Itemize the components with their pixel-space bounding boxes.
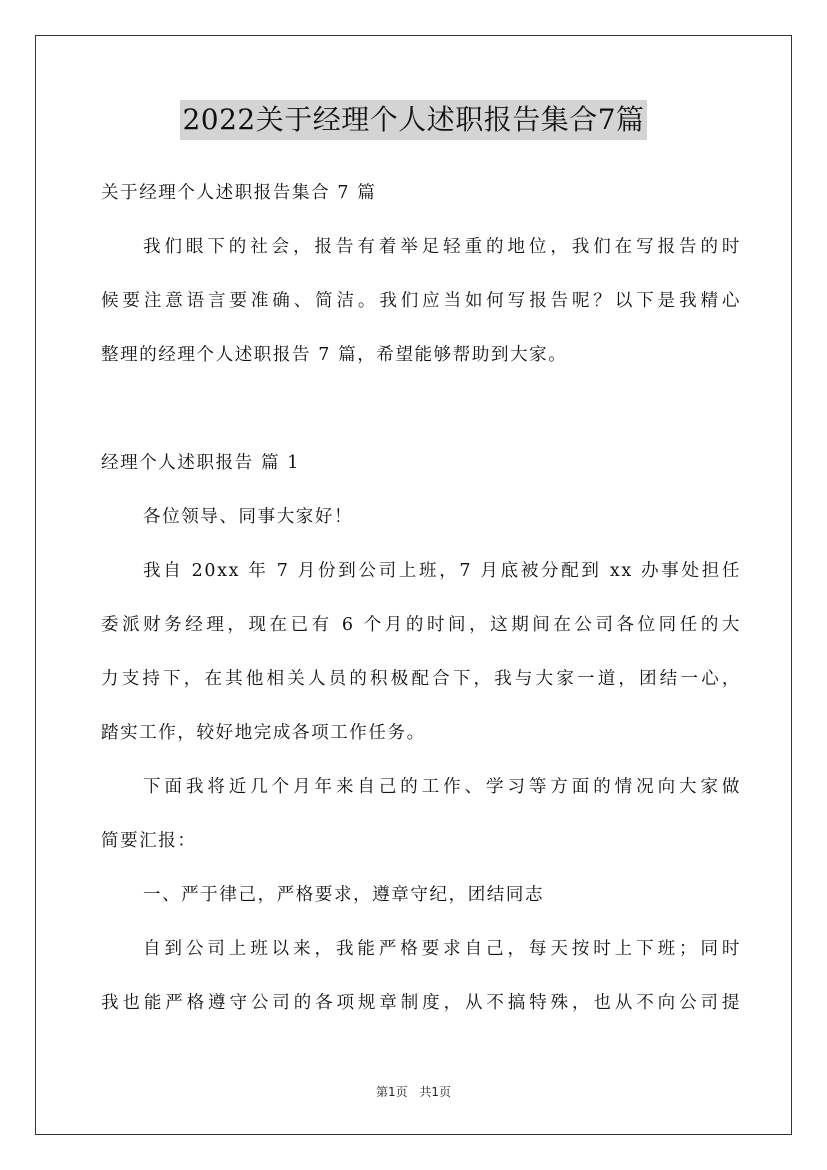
paragraph-line: 我自 20xx 年 7 月份到公司上班，7 月底被分配到 xx 办事处担任 [143,561,741,581]
paragraph-line: 下面我将近几个月年来自己的工作、学习等方面的情况向大家做 [143,777,741,797]
page-footer [0,1083,827,1100]
document-body [101,175,741,1039]
greeting-line: 各位领导、同事大家好！ [143,507,354,527]
section-heading: 经理个人述职报告 篇 1 [101,453,300,473]
paragraph-line: 力支持下，在其他相关人员的积极配合下，我与大家一道，团结一心， [101,669,741,689]
blank-line [101,391,741,445]
page-number: 第1页 [375,1085,408,1099]
paragraph-line: 踏实工作，较好地完成各项工作任务。 [101,723,426,743]
paragraph-line: 委派财务经理，现在已有 6 个月的时间，这期间在公司各位同任的大 [101,615,741,635]
page-total: 共1页 [419,1085,452,1099]
paragraph-line: 我们眼下的社会，报告有着举足轻重的地位，我们在写报告的时 [143,237,741,257]
paragraph-line: 简要汇报： [101,831,197,851]
paragraph-line: 自到公司上班以来，我能严格要求自己，每天按时上下班；同时 [143,939,741,959]
paragraph-line: 候要注意语言要准确、简洁。我们应当如何写报告呢？以下是我精心 [101,291,741,311]
paragraph-line: 整理的经理个人述职报告 7 篇，希望能够帮助到大家。 [101,345,568,365]
title-container [0,100,827,140]
subtitle-line: 关于经理个人述职报告集合 7 篇 [101,183,377,203]
subheading-line: 一、严于律己，严格要求，遵章守纪，团结同志 [143,885,545,905]
document-title: 2022关于经理个人述职报告集合7篇 [180,100,646,140]
paragraph-line: 我也能严格遵守公司的各项规章制度，从不搞特殊，也从不向公司提 [101,993,741,1013]
